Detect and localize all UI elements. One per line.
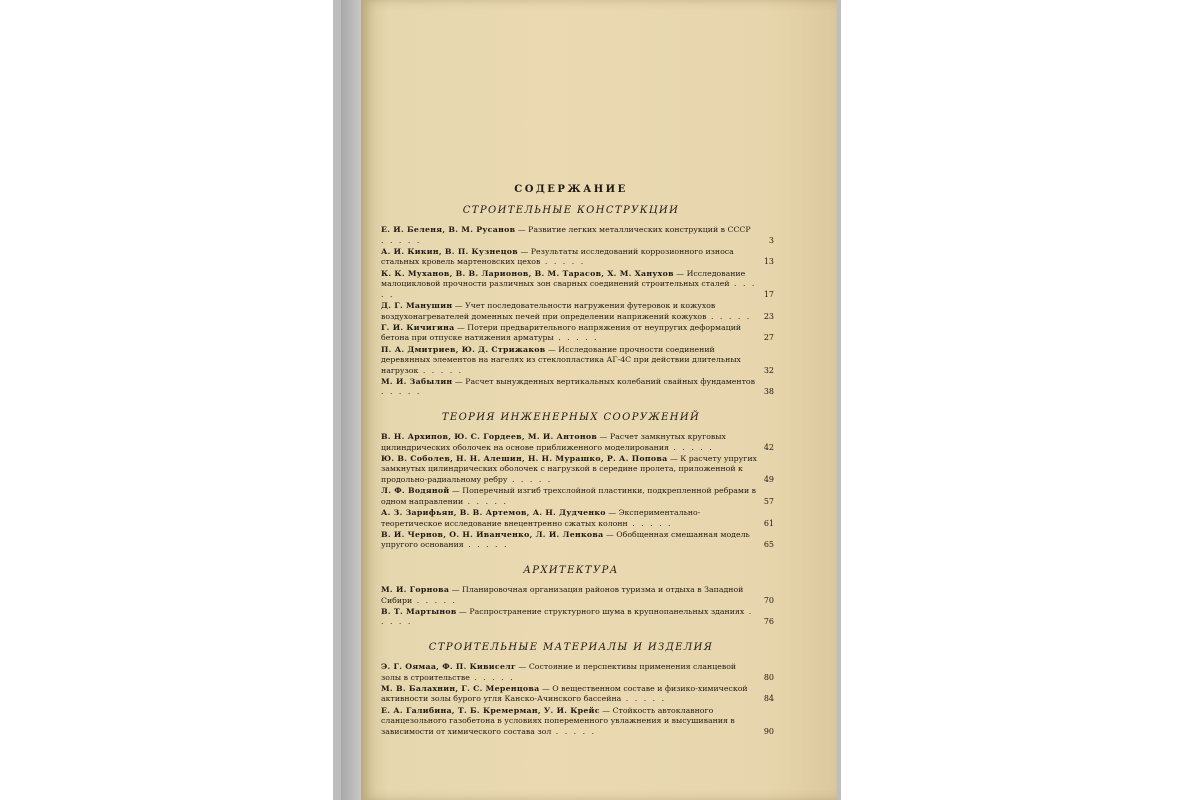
entry-title: Потери предварительного напряжения от неупругих деформаций бетона при отпуске натяжения арматуры (381, 322, 742, 343)
entry-page-number: 65 (763, 540, 774, 550)
entry-dash: — (597, 432, 610, 442)
toc-entry (381, 225, 774, 246)
leader-dots: . . . . . (540, 257, 586, 267)
toc-entry (381, 661, 774, 683)
entry-authors: Е. А. Галибина, Т. Б. Кремерман, У. И. Крейс (381, 705, 600, 715)
entry-page-number: 27 (763, 333, 774, 343)
entry-authors: М. И. Горнова (381, 584, 450, 594)
entry-dash: — (603, 529, 617, 539)
leader-dots: . . . . . (463, 496, 508, 506)
entry-dash: — (452, 376, 466, 386)
entry-title: К расчету упругих замкнутых цилиндрических оболочек с нагрузкой в середине пролета, приложенной к продольно-радиальному ребру (381, 453, 757, 485)
leader-dots: . . . . . (418, 365, 464, 375)
toc-entry (381, 508, 774, 529)
entry-page-number: 57 (763, 496, 774, 506)
leader-dots: . . . . . (381, 279, 757, 299)
toc-entry (381, 246, 774, 268)
entry-page-number: 17 (763, 289, 774, 299)
entry-authors: Г. И. Кичигина (381, 322, 455, 332)
entry-title: Планировочная организация районов туризма и отдыха в Западной Сибири (381, 584, 744, 605)
toc-entry (381, 529, 774, 551)
toc-entry (381, 705, 774, 738)
entry-dash: — (599, 705, 613, 715)
section-title: СТРОИТЕЛЬНЫЕ МАТЕРИАЛЫ И ИЗДЕЛИЯ (428, 641, 714, 653)
entry-title: Состояние и перспективы применения сланцевой золы в строительстве (381, 661, 737, 682)
entry-title: Результаты исследований коррозионного износа стальных кровель мартеновских цехов (381, 246, 734, 267)
entry-authors: Ю. В. Соболев, Н. Н. Алешин, Н. Н. Мурашко, Р. А. Попова (381, 453, 668, 463)
entry-authors: К. К. Муханов, В. В. Ларионов, В. М. Тарасов, Х. М. Ханухов (381, 268, 674, 278)
toc-entry (381, 322, 774, 344)
entry-title: Стойкость автоклавного сланцезольного газобетона в условиях попеременного увлажнения и высушивания в зависимости от химического состава зол (381, 705, 735, 736)
leader-dots: . . . . . (621, 694, 667, 704)
entry-dash: — (454, 322, 468, 332)
entry-authors: Л. Ф. Водяной (381, 486, 450, 496)
toc-entry (381, 344, 774, 377)
leader-dots: . . . . . (507, 475, 553, 485)
entry-title: Распространение структурного шума в крупнопанельных зданиях (469, 606, 745, 616)
entry-authors: М. И. Забылин (381, 376, 453, 386)
leader-dots: . . . . . (412, 595, 458, 605)
entry-page-number: 76 (763, 617, 774, 627)
toc-heading: СОДЕРЖАНИЕ (514, 184, 628, 195)
entry-title: Поперечный изгиб трехслойной пластинки, подкрепленной ребрами в одном направлении (381, 486, 757, 506)
leader-dots: . . . . . (469, 672, 515, 682)
entry-dash: — (539, 683, 553, 693)
leader-dots: . . . . . (668, 442, 714, 452)
leader-dots: . . . . . (553, 333, 599, 343)
entry-dash: — (449, 584, 462, 594)
section-title: АРХИТЕКТУРА (523, 564, 619, 576)
entry-page-number: 84 (763, 694, 774, 704)
entry-title: Исследование прочности соединений деревянных элементов на нагелях из стеклопластика АГ-4С при действии длительных нагрузок (381, 344, 741, 375)
entry-page-number: 80 (763, 672, 774, 682)
leader-dots: . . . . . (706, 311, 752, 321)
entry-dash: — (515, 225, 529, 234)
toc-entry (381, 300, 774, 322)
entry-title: Учет последовательности нагружения футеровок и кожухов воздухонагревателей доменных печей при определении напряжений кожухов (381, 300, 716, 321)
entry-page-number: 3 (768, 235, 774, 245)
section-title: ТЕОРИЯ ИНЖЕНЕРНЫХ СООРУЖЕНИЙ (441, 412, 701, 424)
entry-dash: — (516, 661, 529, 671)
table-of-contents (381, 184, 774, 738)
entry-page-number: 90 (763, 726, 774, 736)
toc-entry (381, 376, 774, 398)
entry-page-number: 13 (763, 257, 774, 267)
entry-authors: М. В. Балахнин, Г. С. Меренцова (381, 683, 540, 693)
entry-dash: — (673, 268, 687, 278)
entry-authors: В. И. Чернов, О. Н. Иванченко, Л. И. Ленкова (381, 529, 604, 539)
entry-authors: Д. Г. Манушин (381, 300, 453, 310)
entry-title: Обобщенная смешанная модель упругого основания (381, 529, 750, 550)
entry-dash: — (605, 508, 619, 517)
toc-entry (381, 268, 774, 301)
leader-dots: . . . . . (627, 518, 673, 528)
page-edge (341, 0, 361, 800)
entry-title: Расчет замкнутых круговых цилиндрических оболочек на основе приближенного моделирования (381, 432, 726, 452)
entry-authors: Э. Г. Оямаа, Ф. П. Кивиселг (381, 661, 517, 671)
toc-sections (381, 205, 774, 737)
leader-dots: . . . . . (551, 726, 597, 736)
leader-dots: . . . . . (381, 235, 422, 245)
entry-page-number: 70 (763, 595, 774, 605)
entry-page-number: 42 (763, 442, 774, 452)
entry-title: Расчет вынужденных вертикальных колебаний свайных фундаментов (465, 376, 756, 386)
leader-dots: . . . . . (381, 606, 754, 627)
entry-dash: — (518, 246, 531, 256)
entry-page-number: 61 (763, 518, 774, 528)
entry-authors: В. Н. Архипов, Ю. С. Гордеев, М. И. Антонов (381, 432, 598, 442)
toc-entry (381, 683, 774, 705)
entry-authors: А. З. Зарифьян, В. В. Артемов, А. Н. Дудченко (381, 508, 606, 517)
toc-entry (381, 453, 774, 486)
entry-dash: — (452, 300, 466, 310)
entry-title: О вещественном составе и физико-химической активности золы бурого угля Канско-Ачинского бассейна (381, 683, 748, 704)
entry-authors: В. Т. Мартынов (381, 606, 457, 616)
entry-page-number: 49 (763, 475, 774, 485)
toc-entry (381, 584, 774, 606)
entry-dash: — (456, 606, 470, 616)
entry-title: Исследование малоцикловой прочности различных зон сварных соединений строительных сталей (381, 268, 746, 289)
entry-authors: П. А. Дмитриев, Ю. Д. Стрижаков (381, 344, 546, 354)
entry-dash: — (449, 486, 463, 496)
section-title: СТРОИТЕЛЬНЫЕ КОНСТРУКЦИИ (462, 205, 680, 216)
leader-dots: . . . . . (463, 540, 509, 550)
entry-authors: Е. И. Беленя, В. М. Русанов (381, 225, 516, 234)
leader-dots: . . . . . (381, 387, 422, 397)
toc-entry (381, 606, 774, 628)
entry-page-number: 23 (763, 311, 774, 321)
toc-entry (381, 432, 774, 453)
entry-title: Развитие легких металлических конструкций в СССР (528, 225, 751, 234)
entry-page-number: 38 (763, 387, 774, 397)
entry-dash: — (667, 453, 681, 463)
entry-authors: А. И. Кикин, В. П. Кузнецов (381, 246, 519, 256)
entry-title: Экспериментально-теоретическое исследование внецентренно сжатых колонн (381, 508, 701, 528)
entry-page-number: 32 (763, 365, 774, 375)
toc-entry (381, 486, 774, 507)
entry-dash: — (545, 344, 559, 354)
